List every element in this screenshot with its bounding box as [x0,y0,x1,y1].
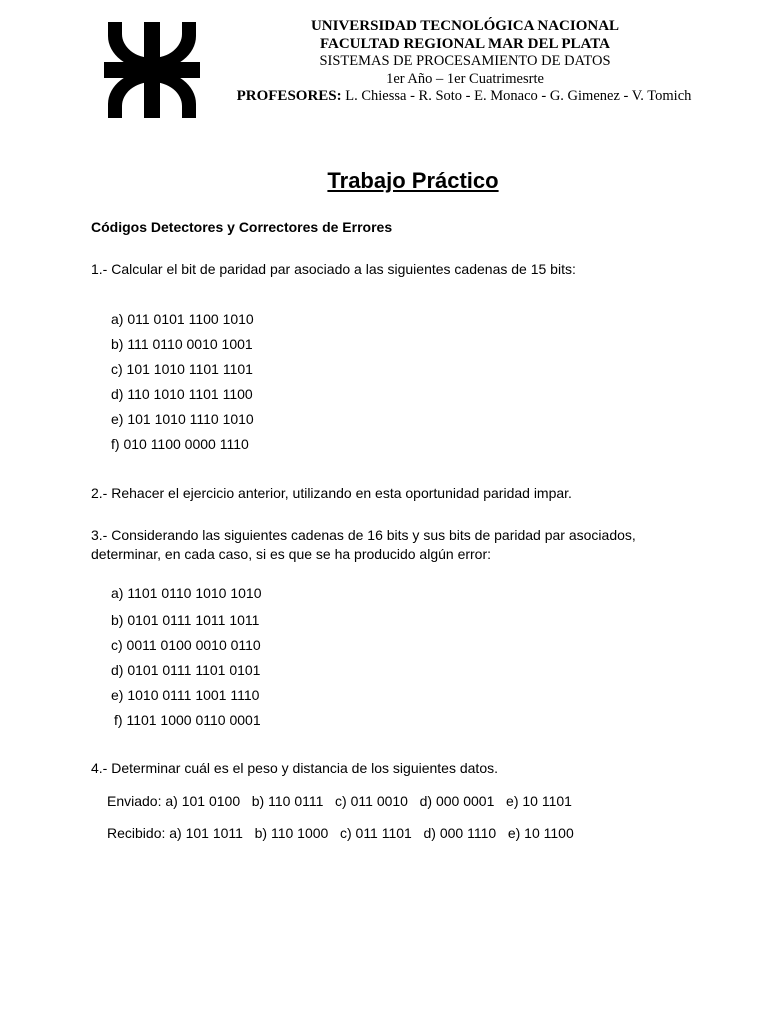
professors-line [228,88,700,106]
question-1: 1.- Calcular el bit de paridad par asociado a las siguientes cadenas de 15 bits: [91,261,576,277]
question-3-line1: 3.- Considerando las siguientes cadenas de 16 bits y sus bits de paridad par asociados, [91,527,636,543]
course-name: SISTEMAS DE PROCESAMIENTO DE DATOS [319,53,611,69]
q1-item: b) 111 0110 0010 1001 [111,336,253,352]
q3-item: b) 0101 0111 1011 1011 [111,612,260,628]
q4-sent: Enviado: a) 101 0100 b) 110 0111 c) 011 0010 d) 000 0001 e) 10 1101 [107,793,572,809]
q3-item: f) 1101 1000 0110 0001 [114,712,261,728]
q1-item: d) 110 1010 1101 1100 [111,386,253,402]
year-term: 1er Año – 1er Cuatrimesrte [386,70,544,87]
utn-logo [104,22,200,118]
page-title: Trabajo Práctico [327,168,499,193]
q1-item: a) 011 0101 1100 1010 [111,311,254,327]
q1-item: f) 010 1100 0000 1110 [111,436,249,452]
q3-item: e) 1010 0111 1001 1110 [111,687,260,703]
question-4: 4.- Determinar cuál es el peso y distancia de los siguientes datos. [91,760,498,776]
q1-item: e) 101 1010 1110 1010 [111,411,254,427]
q3-item: c) 0011 0100 0010 0110 [111,637,261,653]
q3-item: d) 0101 0111 1101 0101 [111,662,261,678]
question-3-line2: determinar, en cada caso, si es que se ha producido algún error: [91,546,492,562]
q1-item: c) 101 1010 1101 1101 [111,361,253,377]
faculty-name: FACULTAD REGIONAL MAR DEL PLATA [319,35,611,52]
university-name: UNIVERSIDAD TECNOLÓGICA NACIONAL [310,18,620,34]
q4-received: Recibido: a) 101 1011 b) 110 1000 c) 011 1101 d) 000 1110 e) 10 1100 [107,825,574,841]
q3-item: a) 1101 0110 1010 1010 [111,585,262,601]
professors-names: L. Chiessa - R. Soto - E. Monaco - G. Gimenez - V. Tomich [341,88,692,104]
professors-label: PROFESORES: [236,88,342,104]
question-2: 2.- Rehacer el ejercicio anterior, utilizando en esta oportunidad paridad impar. [91,485,572,501]
document-header [230,18,700,106]
section-heading: Códigos Detectores y Correctores de Errores [91,219,393,235]
